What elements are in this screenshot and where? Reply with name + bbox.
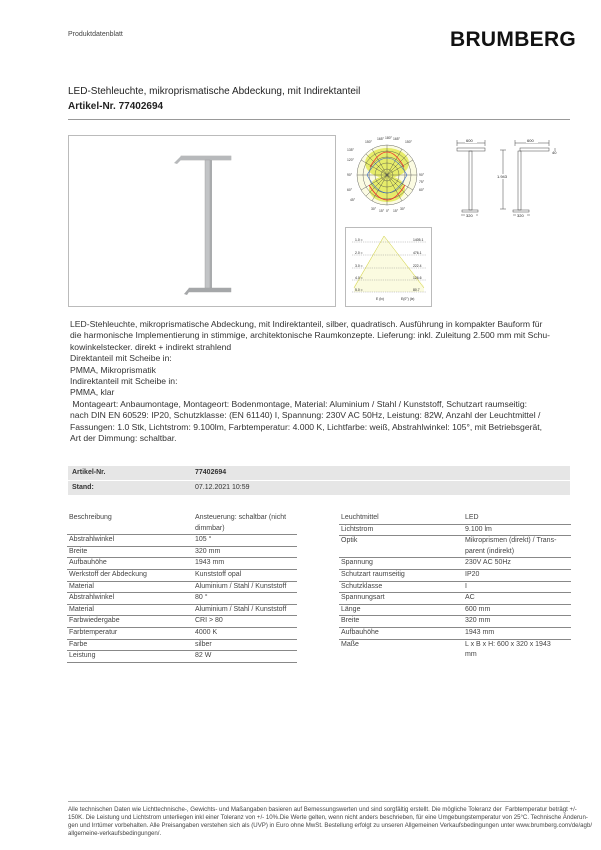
dim-base-2: 320 bbox=[517, 213, 524, 217]
table-row bbox=[67, 569, 297, 581]
status-label: Stand: bbox=[72, 484, 94, 491]
polar-label: 165° bbox=[393, 137, 401, 141]
status-row bbox=[68, 481, 570, 495]
polar-diagram bbox=[345, 135, 430, 213]
table-row bbox=[339, 513, 571, 524]
polar-label: 120° bbox=[347, 158, 355, 162]
description-line: PMMA, klar bbox=[70, 387, 115, 398]
article-label: Artikel-Nr. bbox=[72, 469, 106, 476]
polar-label: 165° bbox=[377, 137, 385, 141]
ugr-footer-left: E (lx) bbox=[376, 297, 384, 301]
spec-key: Spannung bbox=[339, 558, 463, 570]
spec-value: 1943 mm bbox=[193, 558, 297, 570]
dim-height: 1.943 bbox=[497, 174, 508, 179]
article-number-heading: Artikel-Nr. 77402694 bbox=[68, 101, 164, 112]
table-row bbox=[339, 524, 571, 536]
brand-logo: BRUMBERG bbox=[450, 28, 577, 51]
polar-label: 0° bbox=[386, 209, 390, 213]
polar-label: 30° bbox=[371, 207, 377, 211]
spec-key: Aufbauhöhe bbox=[67, 558, 193, 570]
spec-table-right bbox=[339, 513, 571, 661]
ugr-row-right: 1405.1 bbox=[413, 238, 424, 242]
spec-value: 230V AC 50Hz bbox=[463, 558, 571, 570]
description-line: Direktanteil mit Scheibe in: bbox=[70, 353, 172, 364]
ugr-row-left: 4.0 = bbox=[355, 276, 363, 280]
table-row bbox=[67, 651, 297, 663]
spec-value: AC bbox=[463, 593, 571, 605]
article-value: 77402694 bbox=[195, 469, 227, 476]
table-row bbox=[67, 513, 297, 535]
spec-key: Werkstoff der Abdeckung bbox=[67, 569, 193, 581]
spec-key: Schutzart raumseitig bbox=[339, 569, 463, 581]
spec-value: Mikroprismen (direkt) / Trans- parent (indirekt) bbox=[463, 536, 571, 558]
description-line: PMMA, Mikroprismatik bbox=[70, 364, 156, 375]
ugr-row-left: 1.0 = bbox=[355, 238, 363, 242]
description-line: die harmonische Implementierung in stimmige, architektonische Raumkonzepte. Lieferung: inkl. Zuleitung 2.500 mm mit Schu- bbox=[70, 330, 551, 341]
spec-value: LED bbox=[463, 513, 571, 524]
polar-label: 90° bbox=[347, 173, 353, 177]
spec-value: Kunststoff opal bbox=[193, 569, 297, 581]
description-line: Montageart: Anbaumontage, Montageort: Bodenmontage, Material: Aluminium / Stahl / Kunststoff, Schutzart raumseitig: bbox=[70, 398, 527, 409]
footer-line: gen und Irrtümer vorbehalten. Alle Preisangaben verstehen sich als (UVP) in Euro ohne MwSt. Bestellung erfolgt zu unseren Allgemeinen Verkaufsbedingungen unter www.brumberg.com/de/agb/ bbox=[68, 822, 593, 829]
table-row bbox=[67, 581, 297, 593]
spec-key: Aufbauhöhe bbox=[339, 627, 463, 639]
spec-value: Ansteuerung: schaltbar (nicht dimmbar) bbox=[193, 513, 297, 535]
spec-key: Material bbox=[67, 604, 193, 616]
ugr-row-right: 126.6 bbox=[413, 276, 422, 280]
description-line: kowinkelstecker. direkt + indirekt strahlend bbox=[70, 341, 232, 352]
product-title: LED-Stehleuchte, mikroprismatische Abdeckung, mit Indirektanteil bbox=[68, 86, 361, 97]
table-row bbox=[67, 558, 297, 570]
spec-key: Breite bbox=[67, 546, 193, 558]
table-row bbox=[67, 616, 297, 628]
spec-value: 600 mm bbox=[463, 604, 571, 616]
article-row bbox=[68, 466, 570, 480]
table-row bbox=[67, 627, 297, 639]
spec-value: Aluminium / Stahl / Kunststoff bbox=[193, 604, 297, 616]
spec-key: Abstrahlwinkel bbox=[67, 593, 193, 605]
ugr-row-right: 222.4 bbox=[413, 264, 422, 268]
table-row bbox=[67, 639, 297, 651]
spec-key: Material bbox=[67, 581, 193, 593]
polar-label: 15° bbox=[393, 209, 399, 213]
spec-value: 105 ° bbox=[193, 535, 297, 547]
polar-label: 150° bbox=[405, 140, 413, 144]
description-line: Fassungen: 1.0 Stk, Lichtstrom: 9.100lm, Farbtemperatur: 4.000 K, Lichtfarbe: weiß, Abstrahlwinkel: 105°, mit Betriebsgerät, bbox=[70, 421, 543, 432]
table-row bbox=[339, 593, 571, 605]
polar-label: 60° bbox=[347, 188, 353, 192]
ugr-row-left: 3.0 = bbox=[355, 264, 363, 268]
footer-line: 150K. Die Leistung und Lichtstrom unterliegen inkl einer Toleranz von +/- 10%.Die Werte gelten, wenn nicht anders beschrieben, für eine Umgebungstemperatur von 25°C. Technische Änderun- bbox=[68, 814, 588, 821]
spec-table-left bbox=[67, 513, 297, 663]
product-description bbox=[70, 319, 570, 444]
ugr-row-left: 5.0 = bbox=[355, 288, 363, 292]
table-row bbox=[67, 604, 297, 616]
spec-key: Schutzklasse bbox=[339, 581, 463, 593]
dim-base: 320 bbox=[466, 213, 473, 217]
spec-value: 80 ° bbox=[193, 593, 297, 605]
description-line: Indirektanteil mit Scheibe in: bbox=[70, 376, 178, 387]
spec-key: Farbe bbox=[67, 639, 193, 651]
spec-key: Beschreibung bbox=[67, 513, 193, 535]
ugr-footer-right: E(0°) (lx) bbox=[401, 297, 415, 301]
legal-footer bbox=[68, 806, 593, 838]
description-line: LED-Stehleuchte, mikroprismatische Abdeckung, mit Indirektanteil, silber, quadratisch. Ausführung in kompakter Bauform für bbox=[70, 319, 543, 329]
table-row bbox=[339, 536, 571, 558]
ugr-row-left: 2.0 = bbox=[355, 251, 363, 255]
dim-width-top: 600 bbox=[466, 138, 473, 143]
polar-label: 15° bbox=[379, 209, 385, 213]
dim-side: 40 bbox=[552, 150, 557, 155]
spec-value: L x B x H: 600 x 320 x 1943 mm bbox=[465, 640, 551, 659]
table-row bbox=[339, 604, 571, 616]
description-line: Art der Dimmung: schaltbar. bbox=[70, 433, 177, 444]
spec-value: 82 W bbox=[193, 651, 297, 663]
spec-key: Länge bbox=[339, 604, 463, 616]
dimension-drawing bbox=[445, 135, 569, 217]
spec-value: 4000 K bbox=[193, 627, 297, 639]
polar-label: 60° bbox=[419, 188, 425, 192]
spec-key: Maße bbox=[341, 640, 359, 648]
spec-key: Farbtemperatur bbox=[67, 627, 193, 639]
polar-label: 180° bbox=[385, 136, 393, 140]
table-row bbox=[339, 616, 571, 628]
table-row bbox=[339, 639, 571, 661]
spec-key: Leuchtmittel bbox=[339, 513, 463, 524]
table-row bbox=[67, 535, 297, 547]
spec-value: IP20 bbox=[463, 569, 571, 581]
spec-value: Aluminium / Stahl / Kunststoff bbox=[193, 581, 297, 593]
ugr-row-right: 476.1 bbox=[413, 251, 422, 255]
table-row bbox=[339, 569, 571, 581]
description-line: nach DIN EN 60529: IP20, Schutzklasse: (EN 61140) I, Spannung: 230V AC 50Hz, Leistung: 82W, Anzahl der Leuchtmittel / bbox=[70, 410, 541, 421]
footer-divider bbox=[68, 801, 570, 802]
spec-key: Spannungsart bbox=[339, 593, 463, 605]
polar-label: 75° bbox=[419, 180, 425, 184]
spec-value: CRI > 80 bbox=[193, 616, 297, 628]
polar-label: 150° bbox=[365, 140, 373, 144]
polar-label: 135° bbox=[347, 148, 355, 152]
dim-width-top-2: 600 bbox=[527, 138, 534, 143]
header-divider bbox=[68, 119, 570, 120]
spec-key: Abstrahlwinkel bbox=[67, 535, 193, 547]
table-row bbox=[339, 627, 571, 639]
ugr-row-right: 80.7 bbox=[413, 288, 420, 292]
table-row bbox=[339, 581, 571, 593]
table-row bbox=[67, 593, 297, 605]
spec-key: Leistung bbox=[67, 651, 193, 663]
polar-label: 30° bbox=[400, 207, 406, 211]
document-type: Produktdatenblatt bbox=[68, 31, 123, 38]
spec-value: 320 mm bbox=[463, 616, 571, 628]
spec-key: Breite bbox=[339, 616, 463, 628]
floor-lamp-image bbox=[69, 136, 335, 306]
footer-line: allgemeine-verkaufsbedingungen/. bbox=[68, 830, 162, 837]
product-image-frame bbox=[68, 135, 336, 307]
spec-value: I bbox=[463, 581, 571, 593]
spec-value: 9.100 lm bbox=[463, 524, 571, 536]
spec-key: Optik bbox=[339, 536, 463, 558]
table-row bbox=[67, 546, 297, 558]
table-row bbox=[339, 558, 571, 570]
spec-key: Lichtstrom bbox=[339, 524, 463, 536]
status-value: 07.12.2021 10:59 bbox=[195, 484, 250, 491]
illuminance-chart bbox=[345, 227, 432, 307]
polar-label: 45° bbox=[350, 198, 356, 202]
spec-key: Farbwiedergabe bbox=[67, 616, 193, 628]
spec-value: silber bbox=[193, 639, 297, 651]
polar-label: 90° bbox=[419, 173, 425, 177]
spec-value: 320 mm bbox=[193, 546, 297, 558]
footer-line: Alle technischen Daten wie Lichttechnische-, Gewichts- und Maßangaben basieren auf Bemessungswerten und sind sorgfältig erstellt. Die mögliche Toleranz der Farbtemperatur beträgt +/- bbox=[68, 806, 577, 813]
spec-value: 1943 mm bbox=[463, 627, 571, 639]
